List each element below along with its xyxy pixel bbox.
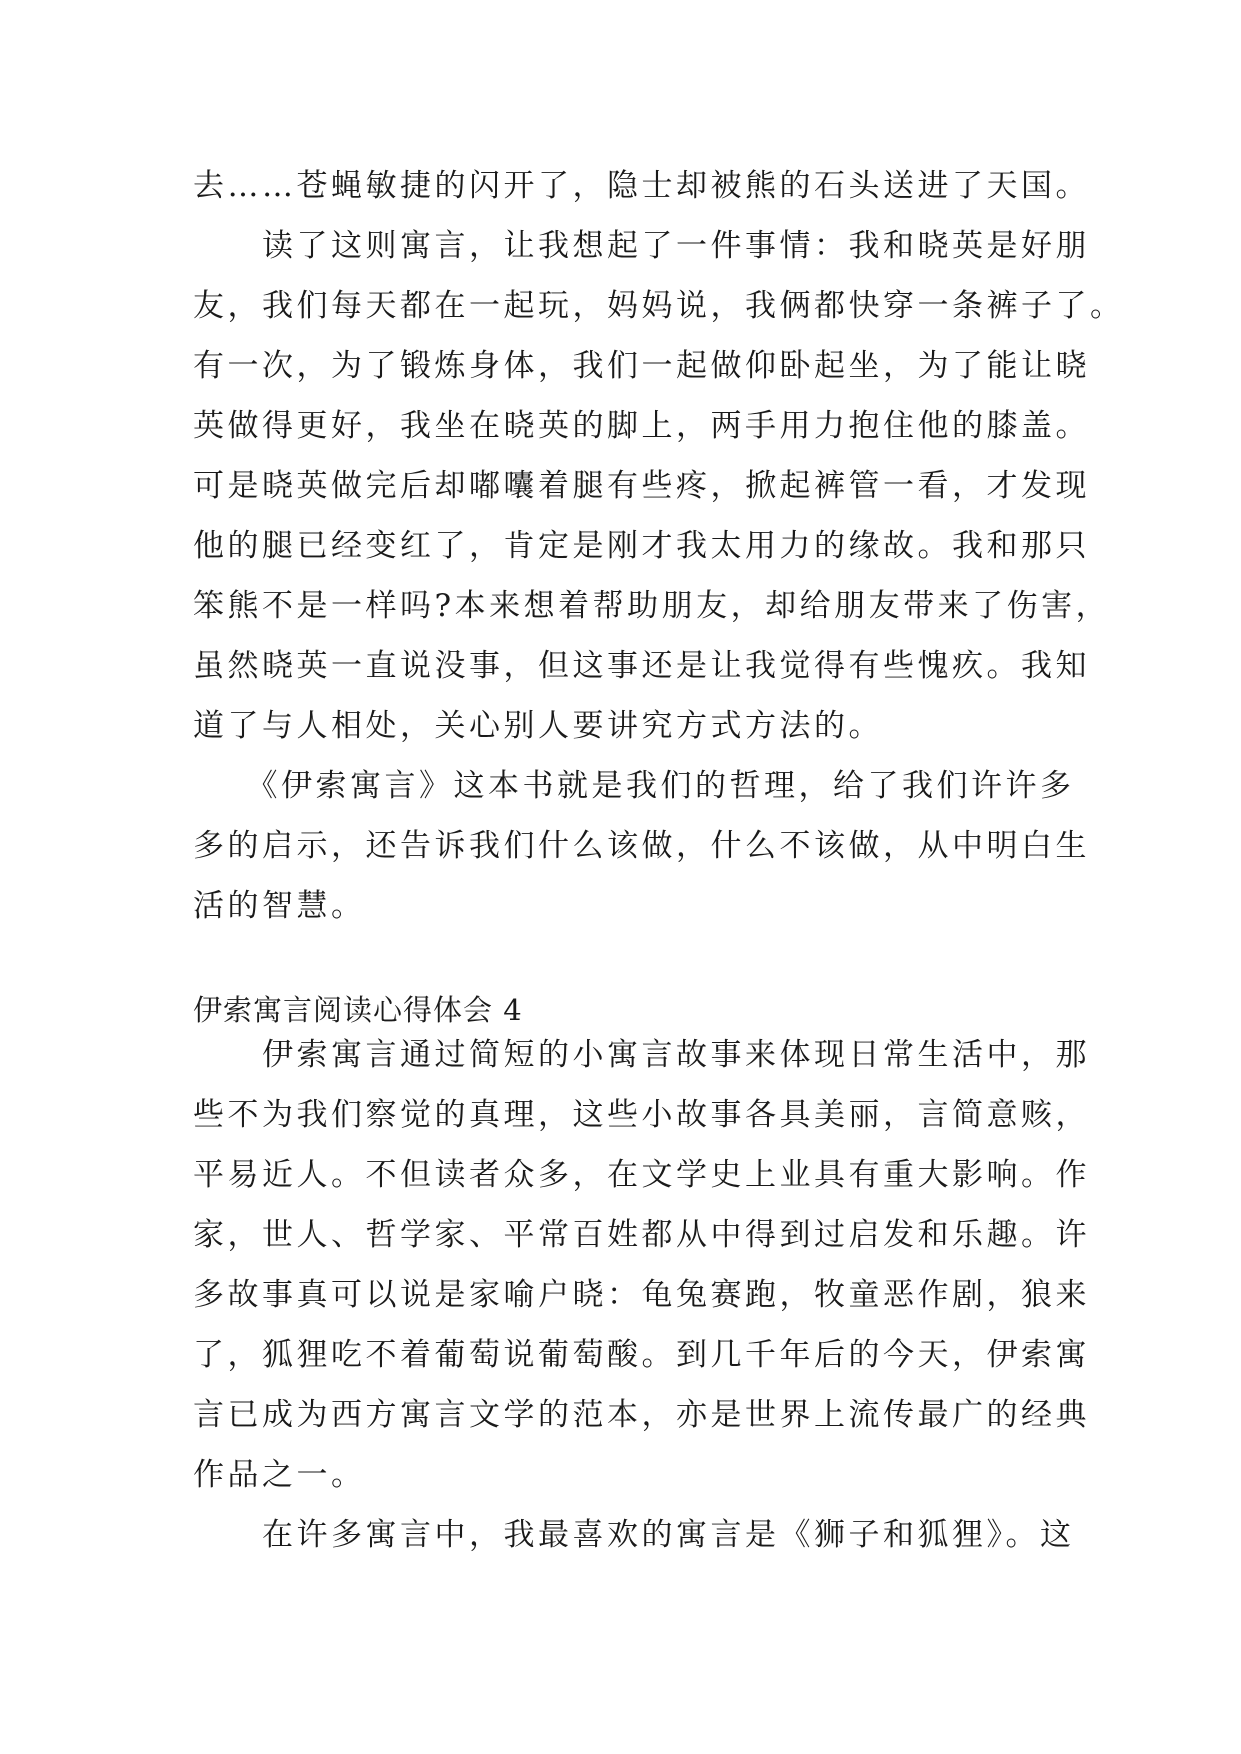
text-line: 了，狐狸吃不着葡萄说葡萄酸。到几千年后的今天，伊索寓 — [193, 1337, 1090, 1373]
text-line: 伊索寓言通过简短的小寓言故事来体现日常生活中，那 — [193, 1037, 1090, 1073]
text-line: 些不为我们察觉的真理，这些小故事各具美丽，言简意赅， — [193, 1097, 1090, 1133]
text-line: 活的智慧。 — [193, 888, 366, 924]
section-heading: 伊索寓言阅读心得体会 4 — [193, 993, 523, 1027]
text-line: 言已成为西方寓言文学的范本，亦是世界上流传最广的经典 — [193, 1397, 1090, 1433]
text-line: 平易近人。不但读者众多，在文学史上业具有重大影响。作 — [193, 1157, 1090, 1193]
text-line: 友，我们每天都在一起玩，妈妈说，我俩都快穿一条裤子了。 — [193, 288, 1125, 324]
text-line: 多的启示，还告诉我们什么该做，什么不该做，从中明白生 — [193, 828, 1090, 864]
text-line: 英做得更好，我坐在晓英的脚上，两手用力抱住他的膝盖。 — [193, 408, 1090, 444]
text-line: 《伊索寓言》这本书就是我们的哲理，给了我们许许多 — [193, 768, 1075, 804]
text-line: 有一次，为了锻炼身体，我们一起做仰卧起坐，为了能让晓 — [193, 348, 1090, 384]
essay-3-tail — [193, 156, 1125, 936]
text-line: 笨熊不是一样吗?本来想着帮助朋友，却给朋友带来了伤害， — [193, 588, 1111, 624]
text-line: 他的腿已经变红了，肯定是刚才我太用力的缘故。我和那只 — [193, 528, 1090, 564]
text-line: 道了与人相处，关心别人要讲究方式方法的。 — [193, 708, 883, 744]
text-line: 读了这则寓言，让我想起了一件事情：我和晓英是好朋 — [193, 228, 1090, 264]
text-line: 去……苍蝇敏捷的闪开了，隐士却被熊的石头送进了天国。 — [193, 168, 1090, 204]
text-line: 作品之一。 — [193, 1457, 366, 1493]
text-line: 在许多寓言中，我最喜欢的寓言是《狮子和狐狸》。这 — [193, 1517, 1075, 1553]
text-line: 多故事真可以说是家喻户晓：龟兔赛跑，牧童恶作剧，狼来 — [193, 1277, 1090, 1313]
text-line: 可是晓英做完后却嘟囔着腿有些疼，掀起裤管一看，才发现 — [193, 468, 1090, 504]
text-line: 家，世人、哲学家、平常百姓都从中得到过启发和乐趣。许 — [193, 1217, 1090, 1253]
text-line: 虽然晓英一直说没事，但这事还是让我觉得有些愧疚。我知 — [193, 648, 1090, 684]
essay-4-body — [193, 1025, 1090, 1565]
